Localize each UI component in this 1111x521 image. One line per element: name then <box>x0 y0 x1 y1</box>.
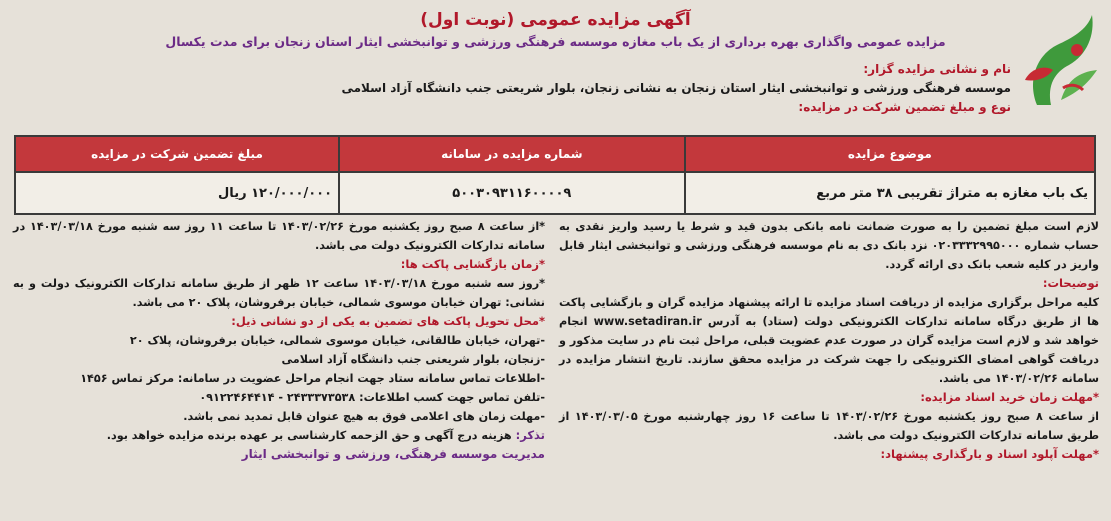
notice-subtitle: مزایده عمومی واگذاری بهره برداری از یک باب مغازه موسسه فرهنگی ورزشی و توانبخشی ایثار استان زنجان برای مدت یکسال <box>165 34 946 49</box>
setad-contact: -اطلاعات تماس سامانه ستاد جهت انجام مراحل عضویت در سامانه: مرکز تماس ۱۴۵۶ <box>80 372 545 385</box>
delivery-address-zanjan: -زنجان، بلوار شریعتی جنب دانشگاه آزاد اسلامی <box>281 353 545 366</box>
opening-text: *روز سه شنبه مورخ ۱۴۰۳/۰۳/۱۸ ساعت ۱۲ ظهر از طریق سامانه تدارکات الکترونیک دولت و به نشانی: تهران خیابان موسوی شمالی، خیابان برفروشان، پلاک ۲۰ می باشد. <box>13 277 545 309</box>
left-column <box>13 217 545 464</box>
header-amount: مبلغ تضمین شرکت در مزایده <box>15 136 339 172</box>
notes-label: توضیحات: <box>1042 276 1099 290</box>
cost-text: هزینه درج آگهی و حق الزحمه کارشناسی بر عهده برنده مزایده خواهد بود. <box>106 429 512 442</box>
cost-label: تذکر: <box>515 428 545 442</box>
upload-deadline-label: *مهلت آپلود اسناد و بارگذاری پیشنهاد: <box>880 447 1099 461</box>
signature: مدیریت موسسه فرهنگی، ورزشی و توانبخشی ایثار <box>241 447 545 461</box>
header-number: شماره مزایده در سامانه <box>339 136 685 172</box>
notice-header <box>110 8 1001 52</box>
opening-label: *زمان بازگشایی پاکت ها: <box>400 257 545 271</box>
cost-note <box>13 426 545 445</box>
header-subject: موضوع مزایده <box>685 136 1095 172</box>
info-phones: -تلفن تماس جهت کسب اطلاعات: ۲۴۳۳۳۷۳۵۳۸ - ۰۹۱۲۲۴۶۴۴۱۴ <box>199 391 545 404</box>
table-row <box>15 172 1095 214</box>
auction-table <box>14 135 1096 215</box>
cell-amount: ۱۲۰/۰۰۰/۰۰۰ ریال <box>15 172 339 214</box>
notice-title: آگهی مزایده عمومی (نوبت اول) <box>420 10 691 30</box>
guarantee-text: لازم است مبلغ تضمین را به صورت ضمانت نامه بانکی بدون قید و شرط یا رسید واریز نقدی به حساب شماره ۰۲۰۳۳۳۲۹۹۵۰۰۰ نزد بانک دی به نام موسسه فرهنگی ورزشی و توانبخشی ایثار قابل واریز در کلیه شعب بانک دی ارائه گردد. <box>559 220 1099 271</box>
right-column <box>559 217 1099 464</box>
deadline-note: -مهلت زمان های اعلامی فوق به هیچ عنوان قابل تمدید نمی باشد. <box>183 410 545 423</box>
organizer-block <box>310 60 1011 117</box>
notes-text: کلیه مراحل برگزاری مزایده از دریافت اسناد مزایده تا ارائه پیشنهاد مزایده گران و بازگشایی پاکت ها از طریق درگاه سامانه تدارکات الکترونیکی دولت (ستاد) به آدرس www.setadiran.ir انجام خواهد شد و لازم است مزایده گران در صورت عدم عضویت قبلی، مراحل ثبت نام در سایت مذکور و دریافت گواهی امضای الکترونیکی را جهت شرکت در مزایده محقق سازند. تاریخ انتشار مزایده در سامانه ۱۴۰۳/۰۲/۲۶ می باشد. <box>559 296 1099 385</box>
organizer-address: موسسه فرهنگی ورزشی و توانبخشی ایثار استان زنجان به نشانی زنجان، بلوار شریعتی جنب دانشگاه آزاد اسلامی <box>341 81 1011 95</box>
upload-deadline-text: *از ساعت ۸ صبح روز یکشنبه مورخ ۱۴۰۳/۰۲/۲۶ تا ساعت ۱۱ روز سه شنبه مورخ ۱۴۰۳/۰۳/۱۸ در سامانه تدارکات الکترونیک دولت می باشد. <box>13 220 546 252</box>
delivery-label: *محل تحویل پاکت های تضمین به یکی از دو نشانی ذیل: <box>231 314 545 328</box>
isar-foundation-logo-icon <box>1017 10 1103 110</box>
guarantee-section-label: نوع و مبلغ تضمین شرکت در مزایده: <box>798 100 1011 114</box>
delivery-address-tehran: -تهران، خیابان طالقانی، خیابان موسوی شمالی، خیابان برفروشان، پلاک ۲۰ <box>129 334 545 347</box>
cell-subject: یک باب مغازه به متراژ تقریبی ۳۸ متر مربع <box>685 172 1095 214</box>
cell-number <box>339 172 685 214</box>
table-header-row <box>15 136 1095 172</box>
purchase-deadline-label: *مهلت زمان خرید اسناد مزایده: <box>920 390 1099 404</box>
purchase-deadline-text: از ساعت ۸ صبح روز یکشنبه مورخ ۱۴۰۳/۰۲/۲۶ تا ساعت ۱۶ روز چهارشنبه مورخ ۱۴۰۳/۰۳/۰۵ از طریق سامانه تدارکات الکترونیک دولت می باشد. <box>559 410 1100 442</box>
organizer-label: نام و نشانی مزایده گزار: <box>863 62 1011 76</box>
auction-number: ۵۰۰۳۰۹۳۱۱۶۰۰۰۰۹ <box>452 185 572 201</box>
